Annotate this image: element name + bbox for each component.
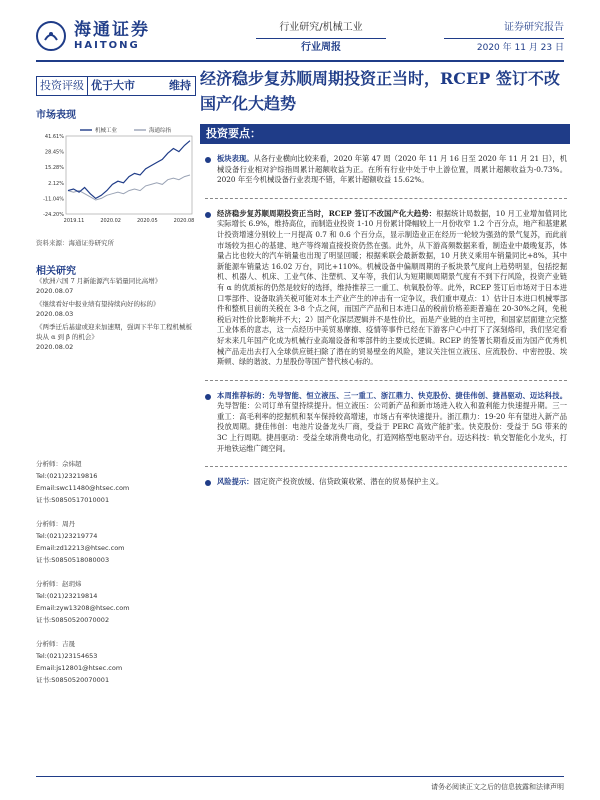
- bullet-icon: [205, 480, 211, 486]
- divider: [205, 380, 567, 381]
- rating-value: 优于大市: [91, 79, 135, 92]
- analyst-email[interactable]: Email:swc11480@htsec.com: [36, 484, 130, 492]
- analyst-cert: 证书:S0850517010001: [36, 496, 110, 504]
- market-chart-svg: [36, 122, 196, 230]
- rating-status: 维持: [169, 79, 191, 92]
- key-point-heading: 经济稳步复苏顺周期投资正当时，RCEP 签订不改国产化大趋势：: [217, 208, 437, 218]
- analyst-cert: 证书:S0850520070001: [36, 676, 110, 684]
- report-label: 证券研究报告: [444, 20, 564, 39]
- analyst-tel: Tel:(021)23219814: [36, 592, 98, 600]
- header-divider: [36, 60, 564, 62]
- y-tick-label: 41.61%: [44, 134, 64, 140]
- related-date: 2020.08.07: [36, 287, 74, 295]
- series-line-composite: [68, 175, 190, 200]
- series-line-machinery: [68, 141, 190, 199]
- divider: [205, 466, 567, 467]
- x-tick-label: 2020.08: [173, 218, 195, 224]
- analyst-name: 分析师：赵玥炜: [36, 580, 82, 588]
- key-point-text: 从各行业横向比较来看，2020 年第 47 周（2020 年 11 月 16 日至 2020 年 11 月 21 日），机械设备行业相对沪综指周累计超额收益为正。在所有行业中处于中上游位置，周累计超额收益为-0.73%。2020 年至今机械设备行业表现不错，年累计超额收益 15.62%。: [217, 154, 567, 185]
- key-point: [205, 154, 567, 186]
- key-point-text: 固定资产投资放缓、信贷政策收紧、潜在的贸易保护主义。: [253, 477, 444, 487]
- analyst-name: 分析师：周丹: [36, 520, 75, 528]
- key-point-heading: 板块表现。: [217, 154, 254, 163]
- list-item[interactable]: [36, 322, 196, 352]
- x-tick-label: 2020.05: [136, 218, 158, 224]
- footer-disclaimer: 请务必阅读正文之后的信息披露和法律声明: [431, 783, 564, 791]
- related-date: 2020.08.02: [36, 343, 74, 351]
- legend-label: 机械工业: [95, 128, 118, 134]
- footer-divider: [36, 776, 564, 777]
- key-point: [205, 209, 567, 368]
- key-point-text: 先导智能：公司订单有望持续提升。恒立液压：公司新产品和新市场进入收入和盈利能力快速提升期。三一重工：高毛利率的挖掘机和泵车保持较高增速，市场占有率快速提升。浙江鼎力：19-20 年有望进入新产品投放周期。捷佳伟创：电池片设备龙头厂商，受益于 PERC 高效产能扩张。快克股份：受益于 5G 带来的 3C 上行周期。捷昌驱动：受益全球消费电动化，打造网格型电驱动平台。迈达科技：轨交智能化小龙头，打开地铁运维广阔空间。: [217, 401, 567, 453]
- key-point-heading: 本周推荐标的：先导智能、恒立液压、三一重工、浙江鼎力、快克股份、捷佳伟创、捷昌驱动、迈达科技。: [217, 390, 567, 400]
- x-tick-label: 2019.11: [63, 218, 85, 224]
- investment-rating: [36, 76, 196, 96]
- report-type: 行业周报: [301, 42, 341, 53]
- key-point-text: 根据统计局数据，10 月工业增加值同比实际增长 6.9%，维持高位，而制造业投资 1-10 月份累计降幅较上一月份收窄 1.2 个百分点，地产和基建累计投资增速分别较上一月提高 0.7 和 0.6 个百分点，显示制造业正在经历一轮较为强劲的景气复苏，而此前市场较为担心的基建、地产等终端直接投资仍然在强。此外，从下游高频数据来看，制造业中最晚复苏，体量占比也较大的汽车销量也出现了明显回暖；根据乘联会最新数据，10 月狭义乘用车销量同比+8%，其中新能源车销量达 16.02 万台，同比+110%。机械设备中偏顺周期的子板块景气度向上趋势明显，包括挖掘机、机器人、机床、工业气体、注塑机、叉车等，我们认为短期顺周期景气度有不到下行风险，投资产业链有 α 的优质标的仍然是较好的选择，维持推荐三一重工、杭氧股份等。此外，RCEP 签订后市场对于日本进口零部件、设备取消关税可能对本土产业产生的冲击有一定争议，我们重申观点：1）估计日本进口机械零部件和整机目前的关税在 3-8 个点之间，而国产产品和日本进口品的税前价格差距普遍在 20-30%之间，免税税后对性价比影响并不大；2）国产化深层逻辑并不是性价比，而是产业链的自主可控，和国家层面建立完整工业体系的意志，这一点经历中美贸易摩擦、疫情等事件已经在下游客户心中打下了深刻烙印，我们坚定看好未来几年国产化成为机械行业高端设备和零部件的主要成长逻辑。RCEP 的签署长期看反而为国产优秀机械产品走出去打入全球供应链扫除了潜在的贸易壁垒的风险，建议关注恒立液压、应流股份、中密控股、埃斯顿、绿的谐波、力星股份等国产替代核心标的。: [217, 208, 568, 367]
- analyst-tel: Tel:(021)23219816: [36, 472, 98, 480]
- analyst-name: 分析师：吉晟: [36, 640, 75, 648]
- legend-label: 海通综指: [149, 128, 172, 134]
- analyst-email[interactable]: Email:zd12213@htsec.com: [36, 544, 125, 552]
- x-tick-label: 2020.02: [100, 218, 122, 224]
- analyst-card: [36, 638, 196, 686]
- list-item[interactable]: [36, 276, 196, 296]
- company-logo: [36, 14, 176, 58]
- y-tick-label: 2.12%: [48, 180, 64, 187]
- analyst-email[interactable]: Email:zyw13208@htsec.com: [36, 604, 130, 612]
- analyst-card: [36, 578, 196, 626]
- bullet-icon: [205, 394, 211, 400]
- key-point: [205, 391, 567, 455]
- analyst-tel: Tel:(021)23219774: [36, 532, 98, 540]
- analyst-name: 分析师：佘炜超: [36, 460, 82, 468]
- key-points: [205, 154, 567, 500]
- market-chart: [36, 122, 196, 230]
- report-title: 经济稳步复苏顺周期投资正当时，RCEP 签订不改国产化大趋势: [200, 69, 560, 113]
- analyst-cert: 证书:S0850520070002: [36, 616, 110, 624]
- list-item[interactable]: [36, 299, 196, 319]
- bullet-icon: [205, 212, 211, 218]
- related-research-list: [36, 276, 196, 355]
- key-point-heading: 风险提示：: [217, 477, 254, 487]
- related-title: 《继续看好中报业绩有望持续向好的标的》: [36, 300, 160, 308]
- related-date: 2020.08.03: [36, 310, 74, 318]
- y-tick-label: -24.20%: [43, 212, 64, 218]
- related-title: 《两季迁后基建或迎来加速期，强调下半年工程机械板块从 α 到 β 的机会》: [36, 323, 192, 341]
- analyst-card: [36, 518, 196, 566]
- y-tick-label: -11.04%: [43, 196, 64, 203]
- analyst-cert: 证书:S0850518080003: [36, 556, 110, 564]
- bullet-icon: [205, 157, 211, 163]
- chart-source: 资料来源：海通证券研究所: [36, 239, 114, 247]
- brand-name-cn: 海通证券: [74, 20, 150, 40]
- related-heading: 相关研究: [36, 266, 76, 277]
- analyst-list: [36, 458, 196, 698]
- key-point: [205, 477, 567, 488]
- analyst-card: [36, 458, 196, 506]
- analyst-email[interactable]: Email:js12801@htsec.com: [36, 664, 123, 672]
- y-tick-label: 15.28%: [44, 165, 64, 172]
- key-points-heading: 投资要点：: [200, 124, 570, 144]
- y-tick-label: 28.45%: [44, 149, 64, 156]
- divider: [205, 198, 567, 199]
- chart-frame: [66, 136, 192, 214]
- report-sector: 行业研究/机械工业: [256, 20, 386, 39]
- logo-emblem-icon: [36, 21, 66, 51]
- report-date: 2020 年 11 月 23 日: [476, 43, 564, 53]
- rating-label: 投资评级: [37, 77, 88, 95]
- market-heading: 市场表现: [36, 110, 76, 121]
- brand-name-en: HAITONG: [74, 40, 140, 51]
- analyst-tel: Tel:(021)23154653: [36, 652, 98, 660]
- related-title: 《欧洲六国 7 月新能源汽车销量同比高增》: [36, 277, 162, 285]
